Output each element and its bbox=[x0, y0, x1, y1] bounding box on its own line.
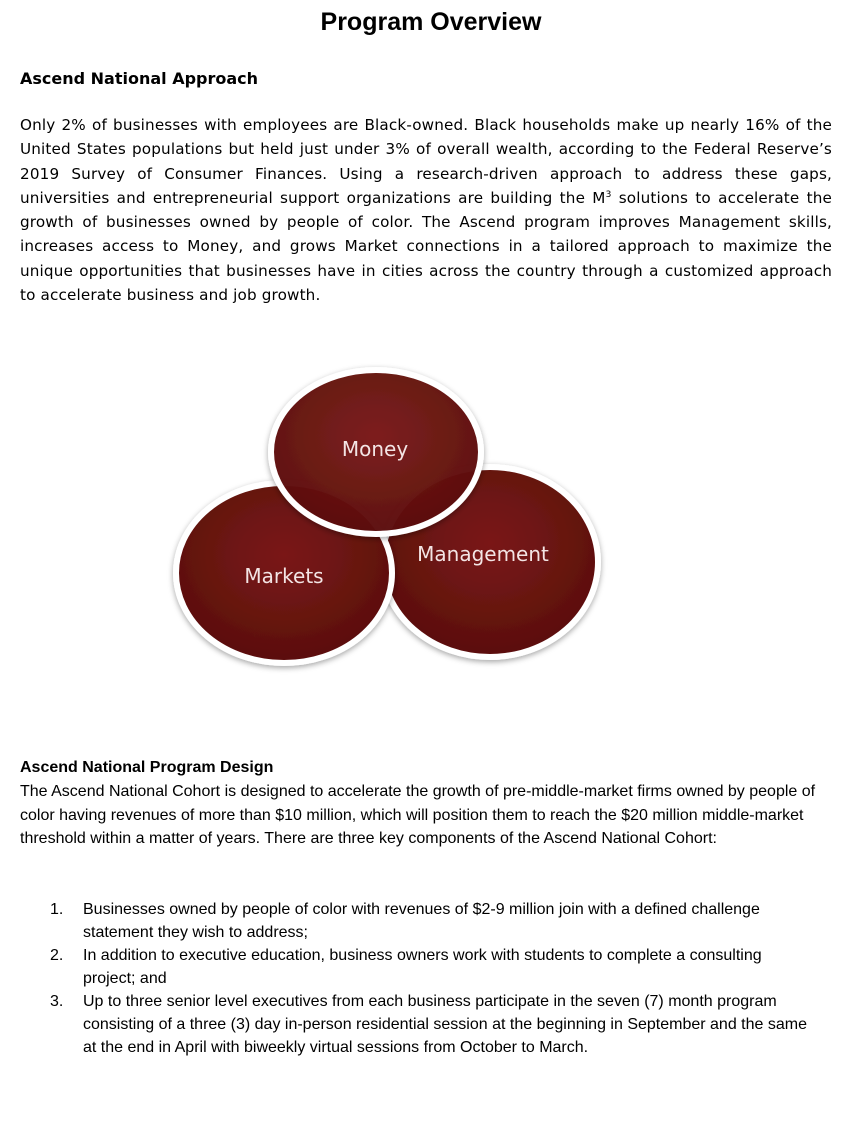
design-heading: Ascend National Program Design bbox=[20, 759, 274, 776]
list-item bbox=[50, 898, 810, 944]
venn-label-money: Money bbox=[341, 437, 409, 461]
superscript-3: 3 bbox=[605, 189, 612, 200]
m3-venn-diagram bbox=[150, 340, 620, 680]
list-item bbox=[50, 990, 810, 1059]
list-item-number: 2. bbox=[50, 947, 64, 964]
venn-label-management: Management bbox=[417, 542, 549, 566]
approach-paragraph bbox=[20, 113, 832, 307]
list-item-text: Up to three senior level executives from each business participate in the seven (7) month program consisting of a three (3) day in-person residential session at the beginning in September and the same at the end in April with biweekly virtual sessions from October to March. bbox=[83, 993, 807, 1056]
list-item-number: 3. bbox=[50, 993, 64, 1010]
list-item-number: 1. bbox=[50, 901, 64, 918]
approach-heading: Ascend National Approach bbox=[20, 69, 259, 88]
components-list bbox=[50, 898, 810, 1059]
list-item bbox=[50, 944, 810, 990]
design-paragraph: The Ascend National Cohort is designed to accelerate the growth of pre-middle-market firms owned by people of color having revenues of more than $10 million, which will position them to reach the $20 million middle-market threshold within a matter of years. There are three key components of the Ascend National Cohort: bbox=[20, 783, 816, 847]
venn-label-markets: Markets bbox=[244, 564, 324, 588]
approach-text-part-2: solutions to accelerate the growth of businesses owned by people of color. The Ascend program improves Management skills, increases access to Money, and grows Market connections in a tailored approach to maximize the unique opportunities that businesses have in cities across the country through a customized approach to accelerate business and job growth. bbox=[20, 188, 832, 305]
list-item-text: In addition to executive education, business owners work with students to complete a consulting project; and bbox=[83, 947, 762, 987]
approach-text-part-1: Only 2% of businesses with employees are Black-owned. Black households make up nearly 16% of the United States populations but held just under 3% of overall wealth, according to the Federal Reserve’s 2019 Survey of Consumer Finances. Using a research-driven approach to address these gaps, universities and entrepreneurial support organizations are building the M bbox=[20, 116, 832, 207]
list-item-text: Businesses owned by people of color with revenues of $2-9 million join with a defined challenge statement they wish to address; bbox=[83, 901, 760, 941]
page-title: Program Overview bbox=[320, 8, 542, 36]
